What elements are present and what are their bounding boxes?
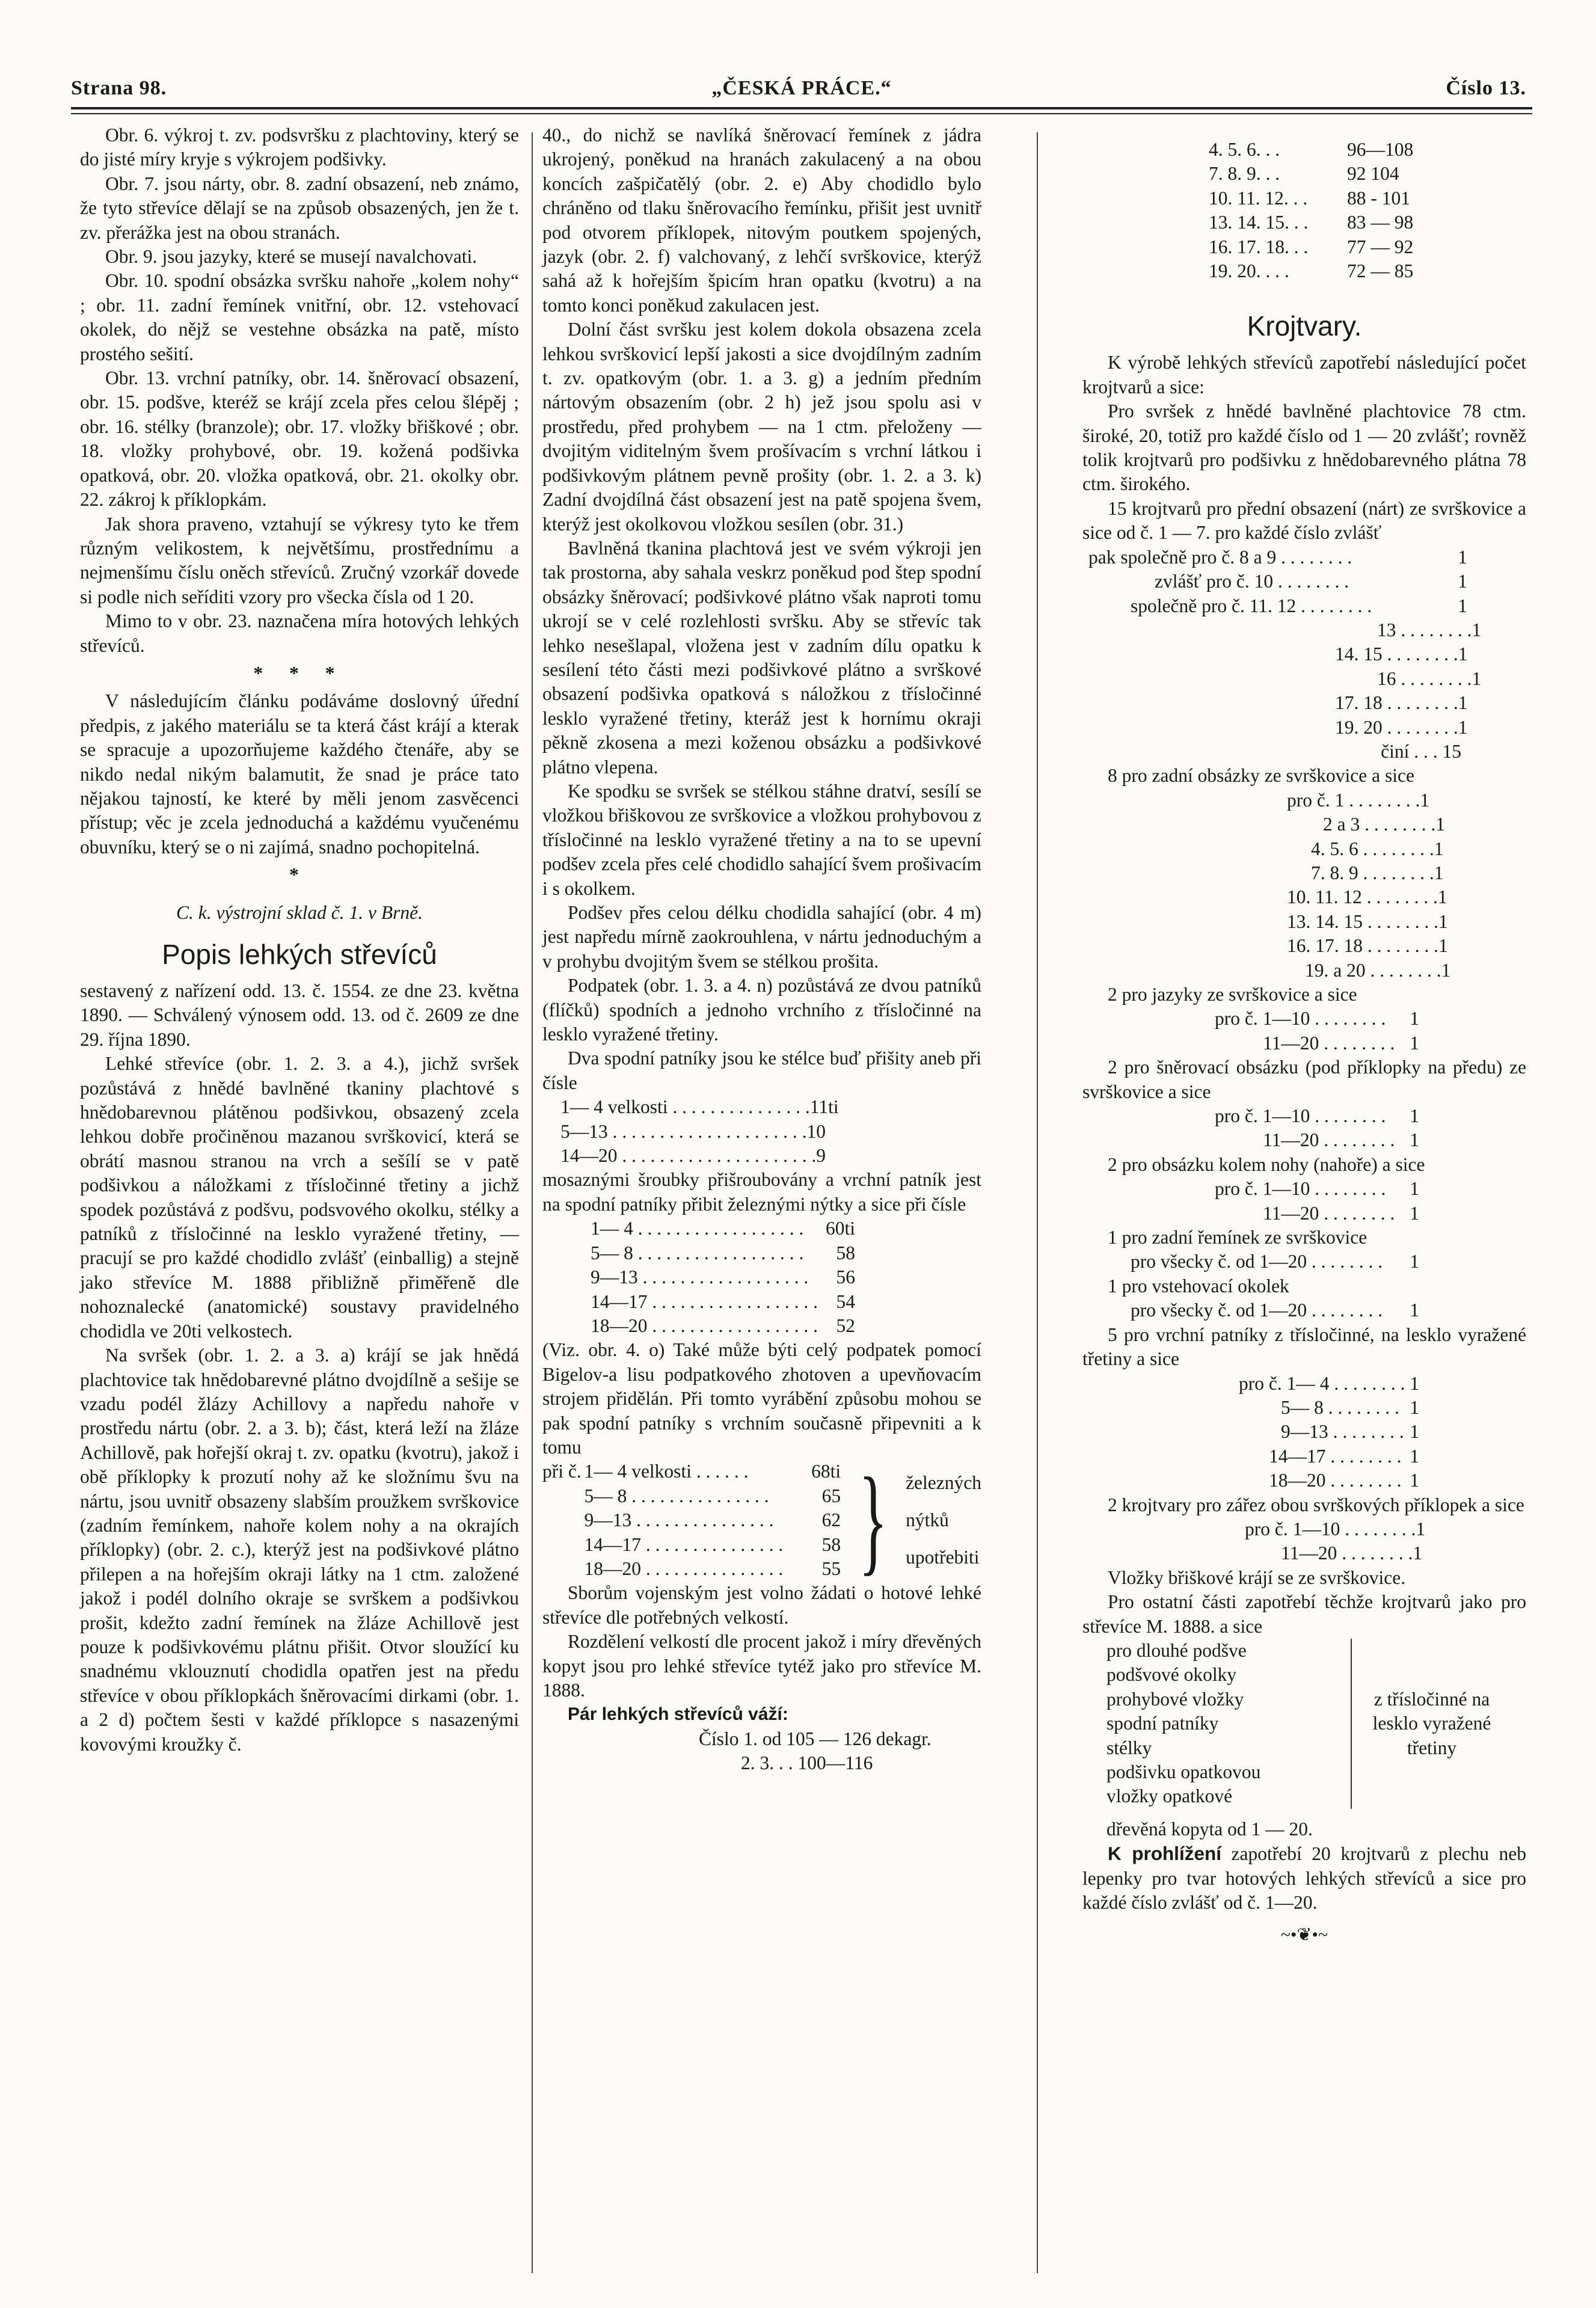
weight-line: 2. 3. . . 100—116 — [741, 1752, 873, 1774]
paragraph: Jak shora praveno, vztahují se výkresy tyto ke třem různým velikostem, k největšímu, prostřednímu a nejmenšímu číslu oněch střevíců. Zručný vzorkář dovede si podle nich seříditi vzory pro všecka čísla od 1 20. — [80, 513, 519, 607]
paragraph: 2 krojtvary pro zářez obou svrškových příklopek a sice — [1108, 1494, 1524, 1515]
counts-list — [1082, 1177, 1419, 1226]
paragraph: Bavlněná tkanina plachtová jest ve svém výkroji jen tak prostorna, aby sahala veskrz poněkud pod štep spodní obsázky šněrovací; podšivkové plátno však naproti tomu ukrojí se v celé rozlehlosti svršku. Aby se střevíc tak lehko nesešlapal, vložena jest v zadním dílu opatku k sesílení této části mezi podšivkové plátno a svrškové obsazení podšivka opatková s náložkou z třísločinné lesklo vyražené třetiny, kteráž jest k hornímu okraji pěkně zkosena a mezi koženou obsázku a podšivkové plátno vlepena. — [542, 537, 981, 778]
list-item: 5— 8 . . . . . . . . . . . . . . . . . . 58 — [591, 1242, 855, 1263]
weight-title: Pár lehkých střevíců váží: — [568, 1704, 788, 1725]
list-item: 16 . . . . . . . . 1 — [1377, 668, 1482, 689]
list-item: 14—17 . . . . . . . . 1 — [1269, 1445, 1419, 1467]
list-item: společně pro č. 11. 12 . . . . . . . . 1 — [1131, 595, 1467, 616]
list-item: 14—20 . . . . . . . . . . . . . . . . . . . . . 9 — [560, 1145, 826, 1167]
nails-prefix: při č. — [542, 1461, 582, 1482]
paragraph: 2 pro jazyky ze svrškovice a sice — [1108, 984, 1357, 1005]
paragraph: sestavený z nařízení odd. 13. č. 1554. ze dne 23. května 1890. — Schválený výnosem odd. 13. od č. 2609 ze dne 29. října 1890. — [80, 980, 519, 1050]
list-item: 14—17 . . . . . . . . . . . . . . . . . . 54 — [591, 1291, 855, 1312]
article-heading: Popis lehkých střevíců — [162, 939, 437, 970]
paragraph: Obr. 7. jsou nárty, obr. 8. zadní obsazení, neb známo, že tyto střevíce dělají se na způsob obsazených, jen že t. zv. přerážka jest na obou stranách. — [80, 173, 519, 243]
list-item: 10. 11. 12 . . . . . . . . 1 — [1287, 886, 1447, 908]
list-item: 4. 5. 6 . . . . . . . . 1 — [1311, 838, 1444, 859]
list-item: 4. 5. 6. . . 96—108 — [1209, 139, 1414, 160]
section-stars: * * * — [253, 662, 346, 684]
list-item: 14. 15 . . . . . . . . 1 — [1335, 643, 1468, 665]
column-divider-1 — [532, 132, 533, 2273]
total: činí . . . 15 — [1381, 740, 1461, 762]
list-item: pro č. 1—10 . . . . . . . . 1 — [1215, 1105, 1419, 1127]
list-item: pro č. 1 . . . . . . . . 1 — [1287, 789, 1430, 811]
page-number: Strana 98. — [71, 77, 167, 99]
parts-list — [1106, 1639, 1352, 1809]
counts-list — [1082, 1007, 1419, 1055]
list-item: 18—20 . . . . . . . . 1 — [1269, 1470, 1419, 1491]
list-item: pak společně pro č. 8 a 9 . . . . . . . . 1 — [1088, 546, 1467, 568]
counts-list — [1082, 1372, 1419, 1493]
list-item: 2 a 3 . . . . . . . . 1 — [1323, 814, 1445, 835]
paragraph: 15 krojtvarů pro přední obsazení (nárt) ze svrškovice a sice od č. 1 — 7. pro každé číslo zvlášť — [1082, 497, 1526, 544]
list-item: prohybové vložky — [1106, 1688, 1244, 1710]
paragraph: Obr. 13. vrchní patníky, obr. 14. šněrovací obsazení, obr. 15. podšve, kteréž se krájí zcela přes celou šlépěj ; obr. 16. stélky (branzole); obr. 17. vložky břiškové ; obr. 18. vložky prohybové, obr. 19. kožená podšivka opatková, obr. 20. vložka opatková, obr. 21. okolky obr. 22. zákroj k příklopkám. — [80, 367, 519, 511]
list-item: pro všecky č. od 1—20 . . . . . . . . 1 — [1131, 1300, 1419, 1321]
nails-rows — [584, 1459, 841, 1581]
list-item: 18—20 . . . . . . . . . . . . . . . 55 — [584, 1558, 841, 1579]
list-item: 10. 11. 12. . . 88 - 101 — [1209, 187, 1410, 209]
list-item: podšvové okolky — [1106, 1664, 1237, 1686]
list-item: pro dlouhé podšve — [1106, 1639, 1247, 1661]
list-item: 9—13 . . . . . . . . . . . . . . . . . . 56 — [591, 1266, 855, 1288]
paragraph: Rozdělení velkostí dle procent jakož i míry dřevěných kopyt jsou pro lehké střevíce tytéž jako pro střevíce M. 1888. — [542, 1631, 981, 1701]
list-item: 9—13 . . . . . . . . 1 — [1281, 1421, 1419, 1443]
paragraph: 2 pro obsázku kolem nohy (nahoře) a sice — [1108, 1153, 1425, 1175]
parts-material: z třísločinné na lesklo vyražené třetiny — [1372, 1688, 1491, 1758]
list-item: pro č. 1—10 . . . . . . . . 1 — [1215, 1178, 1419, 1200]
source-line: C. k. výstrojní sklad č. 1. v Brně. — [176, 901, 423, 923]
screw-sizes-list — [560, 1095, 839, 1168]
list-item: pro všecky č. od 1—20 . . . . . . . . 1 — [1131, 1251, 1419, 1272]
nails-table — [542, 1453, 981, 1587]
end-flourish: ~•❦•~ — [1280, 1925, 1328, 1945]
paragraph: 8 pro zadní obsázky ze svrškovice a sice — [1108, 765, 1414, 787]
list-item: 11—20 . . . . . . . . 1 — [1263, 1032, 1419, 1054]
counts-list — [1082, 545, 1482, 764]
paragraph: Lehké střevíce (obr. 1. 2. 3. a 4.), jichž svršek pozůstává z hnědé bavlněné tkaniny plachtové s hnědobarevnou plátěnou podšivkou, obsazený zcela lehkou dobře pročiněnou mazanou svrškovicí, která se obrátí masnou stranou na vrch a sešílí se v patě podšivkou a náložkami z třísločinné třetiny a jichž spodek pozůstává z podšvu, podsvového okolku, stélky a patníků z třísločinné na lesklo vyražené třetiny, — pracují se pro každé chodidlo zvlášť (einballig) a stejně jako střevíce M. 1888 přibližně přiměřeně dle nohoznalecké (anatomické) soustavy pravidelného chodidla ve 20ti velkostech. — [80, 1053, 519, 1342]
weights-list — [1209, 138, 1461, 283]
paragraph: Podšev přes celou délku chodidla sahající (obr. 4 m) jest napředu mírně zaokrouhlena, v nártu jednoduchým a v prohybu dvojitým švem se stélkou prošita. — [542, 902, 981, 972]
section-star: * — [289, 864, 310, 886]
paragraph: V následujícím článku podáváme doslovný úřední předpis, z jakého materiálu se ta která část krájí a kterak se spracuje a upozorňujeme každého čtenáře, aby se nikdo nedal nikým balamutit, že snad je práce tato nějakou tajností, ke které by měli jenom zasvěcenci přístup; věc je zcela jednoduchá a každému vyučenému obuvníku, který se o ni zajímá, snadno pochopitelná. — [80, 690, 519, 858]
lasts-line: dřevěná kopyta od 1 — 20. — [1106, 1818, 1313, 1840]
header-rule — [71, 107, 1532, 114]
paragraph: Podpatek (obr. 1. 3. a 4. n) pozůstává ze dvou patníků (flíčků) spodních a jednoho vrchního z třísločinné na lesklo vyražené třetiny. — [542, 975, 981, 1045]
column-divider-2 — [1037, 132, 1038, 2273]
list-item: 1— 4 velkosti . . . . . . 68ti — [584, 1461, 841, 1482]
paragraph: Na svršek (obr. 1. 2. a 3. a) krájí se jak hnědá plachtovice tak hnědobarevné plátno dvojdílně a sešije se vzadu podél žlázy Achillovy a napředu nahoře v prostředu nártu (obr. 2. a 3. b); část, která leží na žláze Achillově, pak hořejší okraj t. zv. opatku (kvotru), jakož i obě příklopky k prozutí nohy až ke složnímu švu na nártu, jsou uvnitř obsazeny slabším proužkem svrškovice (zadním řemínkem, nahoře kolem nohy a na okrajích příklopky) (obr. 2. c.), kterýž jest na podšivkové plátno přilepen a na hořejším okraji látky na 1 ctm. založené jakož i podél dolního okraje se svrškem a podšivkou prošit, kdežto zadní řemínek na žláze Achillově jest pouze k podšivkovému plátnu přišit. Otvor sloužící ku snadnému vklouznutí chodidla opatřen jest na předu střevíce v obou příklopkách šněrovacími dirkami (obr. 1. a 2 d) počtem šesti v každé příklopce s nasazenými kovovými kroužky č. — [80, 1345, 519, 1755]
paragraph: Ke spodku se svršek se stélkou stáhne dratví, sesílí se vložkou břiškovou ze svrškovice a vložkou prohybovou z třísločinné na lesklo vyražené třetiny a na to se upevní podšev zcela přes celé chodidlo sahající švem prošivacím i s okolkem. — [542, 780, 981, 899]
list-item: 11—20 . . . . . . . . 1 — [1263, 1129, 1419, 1151]
list-item: 17. 18 . . . . . . . . 1 — [1335, 692, 1468, 714]
issue-number: Číslo 13. — [1446, 77, 1526, 99]
page-header — [71, 77, 1532, 103]
list-item: pro č. 1—10 . . . . . . . . 1 — [1215, 1008, 1419, 1030]
paragraph: Dolní část svršku jest kolem dokola obsazena zcela lehkou svrškovicí lepší jakosti a sice dvojdílným zadním t. zv. opatkovým (obr. 1. a 3. g) a jedním předním nártovým obsazením (obr. 2 h) jež jsou spolu asi v prostředu, před prohybem — na 1 ctm. přeloženy — dvojitým viditelným švem prošívacím s vrchní látkou i podšivkovým plátnem pevně prošity (obr. 1. 2. a 3. k) Zadní dvojdílná část obsazení jest na patě spojena švem, kterýž jest okolkovou vložkou sesílen (obr. 31.) — [542, 319, 981, 535]
list-item: 19. 20. . . . 72 — 85 — [1209, 260, 1414, 282]
list-item: 5— 8 . . . . . . . . 1 — [1281, 1396, 1419, 1418]
paragraph: Obr. 9. jsou jazyky, které se musejí navalchovati. — [105, 246, 477, 268]
paragraph: Obr. 6. výkroj t. zv. podsvršku z plachtoviny, který se do jisté míry kryje s výkrojem podšivky. — [80, 124, 519, 170]
list-item: 11—20 . . . . . . . . 1 — [1281, 1542, 1423, 1564]
paragraph: 40., do nichž se navlíká šněrovací řemínek z jádra ukrojený, poněkud na hranách zakulacený a na obou koncích zašpičatělý (obr. 2. e) Aby chodidlo bylo chráněno od tlaku šněrovacího řemínku, přišit jest uvnitř pod otvorem příklopek, nitovým poutkem spojených, jazyk (obr. 2. f) valchovaný, z lehčí svrškovice, kterýž sahá až k hořejším špicím hran opatku (kvotru) a na tomto konci poněkud zakulacen jest. — [542, 124, 981, 316]
list-item: 13. 14. 15 . . . . . . . . 1 — [1287, 910, 1448, 932]
paragraph: Sborům vojenským jest volno žádati o hotové lehké střevíce dle potřebných velkostí. — [542, 1582, 981, 1628]
list-item: 16. 17. 18 . . . . . . . . 1 — [1287, 935, 1448, 957]
parts-table — [1106, 1639, 1526, 1809]
paragraph: K výrobě lehkých střevíců zapotřebí následující počet krojtvarů a sice: — [1082, 352, 1526, 397]
list-item: pro č. 1— 4 . . . . . . . . 1 — [1239, 1372, 1419, 1394]
list-item: 5— 8 . . . . . . . . . . . . . . . 65 — [584, 1485, 841, 1506]
paragraph: Obr. 10. spodní obsázka svršku nahoře „kolem nohy“ ; obr. 11. zadní řemínek vnitřní, obr. 12. vstehovací okolek, do nějž se vestehne obsázka na patě, místo prostého sešití. — [80, 270, 519, 364]
nails-note: železných nýtků upotřebiti — [906, 1472, 981, 1568]
paragraph: Pro ostatní části zapotřebí těchže krojtvarů jako pro střevíce M. 1888. a sice — [1082, 1591, 1526, 1637]
nail-sizes-list — [591, 1217, 855, 1338]
paragraph: 2 pro šněrovací obsázku (pod příklopky na předu) ze svrškovice a sice — [1082, 1057, 1526, 1102]
list-item: 19. 20 . . . . . . . . 1 — [1335, 716, 1468, 738]
paragraph: mosaznými šroubky přišroubovány a vrchní patník jest na spodní patníky přibit železnými nýtky a sice při čísle — [542, 1169, 981, 1215]
list-item: 1— 4 velkosti . . . . . . . . . . . . . . . 11ti — [560, 1096, 839, 1118]
paragraph: Dva spodní patníky jsou ke stélce buď přišity aneb při čísle — [542, 1048, 981, 1093]
paragraph: Pro svršek z hnědé bavlněné plachtovice 78 ctm. široké, 20, totiž pro každé číslo od 1 — 20 zvlášť; rovněž tolik krojtvarů pro podšivku z hnědobarevného plátna 78 ctm. širokého. — [1082, 401, 1526, 495]
paragraph: 5 pro vrchní patníky z třísločinné, na lesklo vyražené třetiny a sice — [1082, 1324, 1526, 1370]
paragraph: Vložky břiškové krájí se ze svrškovice. — [1108, 1567, 1406, 1588]
list-item: 5—13 . . . . . . . . . . . . . . . . . . . . . 10 — [560, 1120, 826, 1142]
list-item: 13. 14. 15. . . 83 — 98 — [1209, 212, 1414, 233]
list-item: stélky — [1106, 1737, 1152, 1758]
counts-list — [1082, 1517, 1426, 1566]
list-item: 9—13 . . . . . . . . . . . . . . . 62 — [584, 1509, 841, 1531]
paragraph: (Viz. obr. 4. o) Také může býti celý podpatek pomocí Bigelov-a lisu podpatkového zhotoven a upevňovacím strojem přidělán. Při tomto vyrábění způsobu mohou se pak spodní patníky s vrchním současně připevniti a k tomu — [542, 1339, 981, 1458]
paragraph: K prohlížení zapotřebí 20 krojtvarů z plechu neb lepenky pro tvar hotových lehkých střevíců a sice pro každé číslo zvlášť od č. 1—20. — [1082, 1843, 1526, 1914]
list-item: spodní patníky — [1106, 1713, 1219, 1734]
section-heading: Krojtvary. — [1247, 310, 1362, 342]
list-item: 7. 8. 9 . . . . . . . . 1 — [1311, 862, 1444, 883]
list-item: 19. a 20 . . . . . . . . 1 — [1305, 959, 1451, 981]
list-item: 18—20 . . . . . . . . . . . . . . . . . . 52 — [591, 1315, 855, 1336]
list-item: 1— 4 . . . . . . . . . . . . . . . . . . 60ti — [591, 1218, 855, 1239]
journal-title: „ČESKÁ PRÁCE.“ — [711, 77, 892, 99]
list-item: 11—20 . . . . . . . . 1 — [1263, 1202, 1419, 1224]
counts-list — [1082, 1104, 1419, 1153]
list-item: 14—17 . . . . . . . . . . . . . . . 58 — [584, 1533, 841, 1555]
paragraph: 1 pro zadní řemínek ze svrškovice — [1108, 1227, 1367, 1248]
list-item: vložky opatkové — [1106, 1785, 1233, 1807]
weight-line: Číslo 1. od 105 — 126 dekagr. — [699, 1728, 932, 1749]
list-item: pro č. 1—10 . . . . . . . . 1 — [1245, 1518, 1426, 1539]
list-item: podšivku opatkovou — [1106, 1761, 1261, 1782]
list-item: 13 . . . . . . . . 1 — [1377, 619, 1482, 640]
list-item: zvlášť pro č. 10 . . . . . . . . 1 — [1155, 571, 1467, 592]
counts-list — [1082, 788, 1451, 983]
list-item: 16. 17. 18. . . 77 — 92 — [1209, 236, 1414, 257]
column-2 — [542, 123, 981, 1776]
paragraph: 1 pro vstehovací okolek — [1108, 1275, 1289, 1297]
column-3 — [1082, 123, 1526, 1948]
brace-glyph: } — [859, 1453, 888, 1587]
paragraph: Mimo to v obr. 23. naznačena míra hotových lehkých střevíců. — [80, 610, 519, 656]
column-1 — [80, 123, 519, 1757]
list-item: 7. 8. 9. . . 92 104 — [1209, 163, 1399, 185]
